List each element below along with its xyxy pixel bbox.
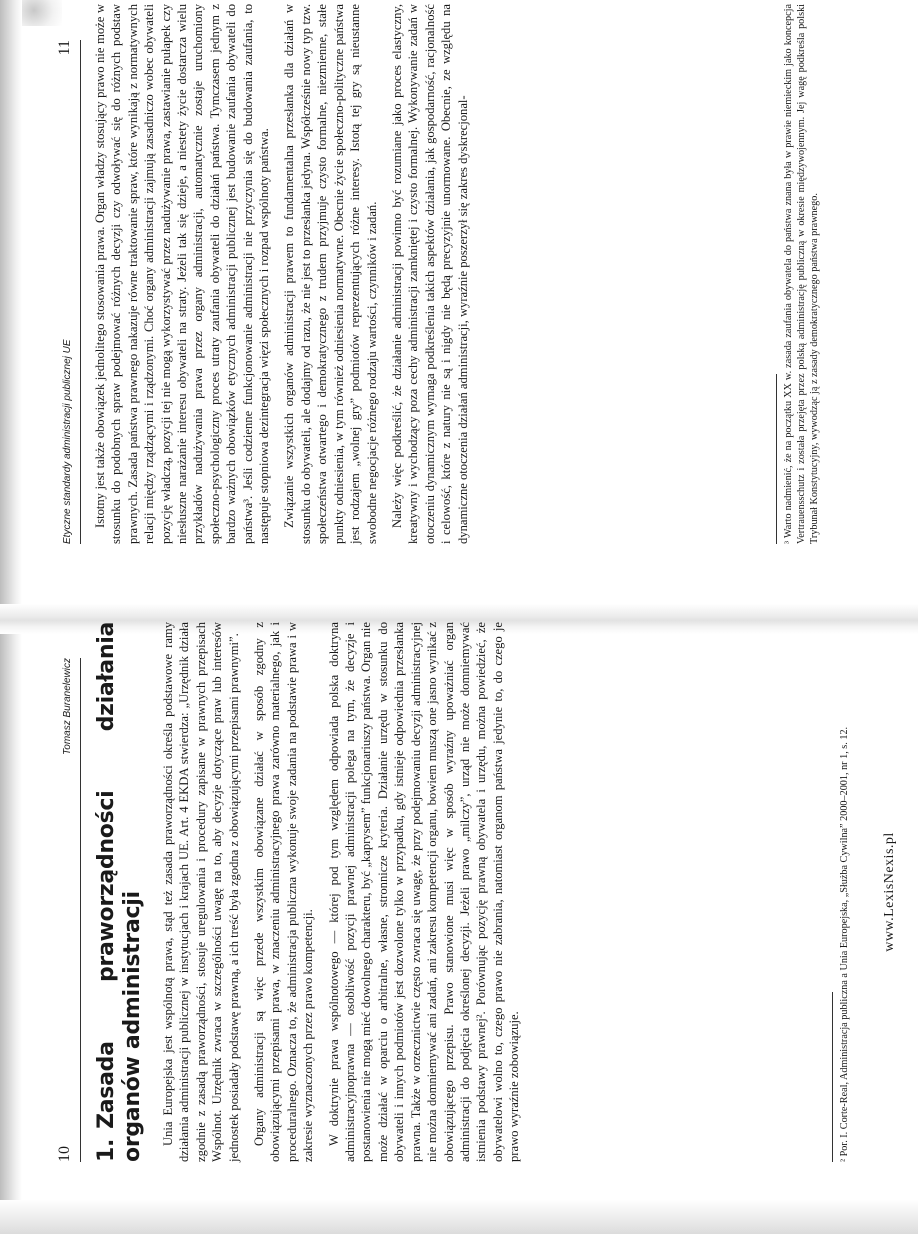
footnotes [832, 622, 851, 1162]
paragraph: W doktrynie prawa wspólnotowego — której pod tym względem odpowiada polska doktryna administracyjnoprawna — osobliwość pozycji prawnej administracji polega na tym, że decyzje i postanowienia nie mogą mieć dowolnego charakteru, być „kaprysem” funkcjonariuszy państwa. Organ nie może działać w oparciu o arbitralne, własne, stronnicze kryteria. Działanie urzędu w stosunku do obywateli i innych podmiotów jest dozwolone tylko w przypadku, gdy istnieje odpowiednia przesłanka prawna. Także w orzecznictwie często zwraca się uwagę, że przy podejmowaniu decyzji administracyjnej nie można domniemywać ani zadań, ani zakresu kompetencji organu, bowiem muszą one jasno wynikać z obowiązującego przepisu. Prawo stanowione musi więc w sposób wyraźny upoważniać organ administracji do podjęcia określonej decyzji. Jeżeli prawo „milczy”, urząd nie może domniemywać istnienia podstawy prawnej². Porównując pozycję prawną obywatela i urzędu, można powiedzieć, że obywatelowi wolno to, czego prawo nie zabrania, natomiast organom państwa jedynie to, do czego je prawo wyraźnie zobowiązuje. [326, 622, 522, 1162]
header-rule [80, 658, 81, 1162]
paragraph: Unia Europejska jest wspólnotą prawa, stąd też zasada praworządności określa podstawowe ramy działania administracji publicznej w instytucjach i krajach UE. Art. 4 EKDA stwierdza: „Urzędnik działa zgodnie z zasadą praworządności, stosuje uregulowania i procedury zapisane w prawnych przepisach Wspólnot. Urzędnik zwraca w szczególności uwagę na to, aby decyzje dotyczące praw lub interesów jednostek posiadały podstawę prawną, a ich treść była zgodna z obowiązującymi przepisami prawnymi”. [161, 622, 241, 1162]
footnote: ² Por. I. Corte-Real, Administracja publiczna a Unia Europejska, „Służba Cywilna” 2000–2001, nr 1, s. 12. [839, 726, 850, 1162]
footnotes [776, 4, 822, 544]
page-number: 11 [56, 40, 73, 56]
left-page [0, 622, 918, 1222]
footnote-rule [832, 992, 833, 1162]
footnote-rule [776, 374, 777, 544]
page-body [92, 622, 532, 1162]
chapter-title [94, 622, 146, 1162]
paragraph: Organy administracji są więc przede wszystkim obowiązane działać w sposób zgodny z obowiązującymi przepisami prawa, w znaczeniu administracyjnego prawa zarówno materialnego, jak i proceduralnego. Oznacza to, że administracja publiczna wykonuje swoje zadania na podstawie prawa i w zakresie wyznaczonych przez prawo kompetencji. [252, 622, 316, 1162]
right-page [0, 4, 918, 604]
running-head [56, 658, 82, 1162]
page-number: 10 [56, 1146, 73, 1162]
footnote: ³ Warto nadmienić, że na początku XX w. zasada zaufania obywatela do państwa znana była w prawie niemieckim jako koncepcja Vertrauensschutz i została przejęta przez polską administrację publiczną w okresie międzywojennym. Jej wagę podkreśla polski Trybunał Konstytucyjny, wywodząc ją z zasady demokratycznego państwa prawnego. [783, 4, 821, 544]
paragraph: Należy więc podkreślić, że działanie administracji powinno być rozumiane jako proces elastyczny, kreatywny i wychodzący poza cechy administracji zamkniętej i czysto formalnej. Wykonywanie zadań w otoczeniu dynamicznym wymaga podkreślenia takich aspektów działania, jak gospodarność, racjonalność i celowość, które z natury nie są i nigdy nie będą precyzyjnie unormowane. Obecnie, ze względu na dynamiczne otoczenia działań administracji, wyraźnie poszerzył się zakres dyskrecjonal- [389, 4, 470, 544]
running-head-title: Etyczne standardy administracji publicznej UE [62, 339, 73, 544]
running-head-author: Tomasz Buranelewicz [62, 658, 73, 755]
paragraph: Związanie wszystkich organów administracji prawem to fundamentalna przesłanka dla działań w stosunku do obywateli, ale dodajmy od razu, że nie jest to przesłanka jedyna. Współcześnie nowy typ tzw. społeczeństwa otwartego i demokratycznego z trudem przyjmuje czysto formalne, niezmienne, stałe punkty odniesienia, w tym również odniesienia normatywne. Obecnie życie społeczno-polityczne państwa jest rodzajem „wolnej gry” podmiotów reprezentujących różne interesy. Istotą tej gry są nieustanne swobodne negocjacje różnego rodzaju wartości, czynników i zadań. [282, 4, 379, 544]
publisher-url: www.LexisNexis.pl [882, 832, 897, 952]
header-rule [80, 40, 81, 544]
running-head [56, 40, 82, 544]
chapter-number: 1. [94, 1138, 119, 1162]
chapter-title-text: Zasada praworządności działania organów administracji [94, 622, 145, 1162]
page-body [92, 4, 480, 544]
paragraph: Istotny jest także obowiązek jednolitego stosowania prawa. Organ władzy stosujący prawo nie może w stosunku do podobnych spraw podejmować różnych decyzji czy odwoływać się do różnych podstaw prawnych. Zasada państwa prawnego nakazuje równe traktowanie spraw, które wynikają z normatywnych relacji między rządzącymi i rządzonymi. Choć organy administracji zajmują zasadniczo wobec obywateli pozycję władczą, pozycji tej nie mogą wykorzystywać przez nadużywanie prawa, zastawianie pułapek czy niesłuszne narażanie interesu obywateli na straty. Jeżeli tak się dzieje, a niestety życie dostarcza wielu przykładów nadużywania prawa przez organy administracji, automatycznie zostaje uruchomiony społeczno-psychologiczny proces utraty zaufania obywateli do działań państwa. Tymczasem jednym z bardzo ważnych obowiązków etycznych administracji publicznej jest budowanie zaufania obywateli do państwa³. Jeśli codzienne funkcjonowanie administracji nie przyczynia się do budowania zaufania, to następuje stopniowa dezintegracja więzi społecznych i rozpad wspólnoty państwa. [93, 4, 272, 544]
